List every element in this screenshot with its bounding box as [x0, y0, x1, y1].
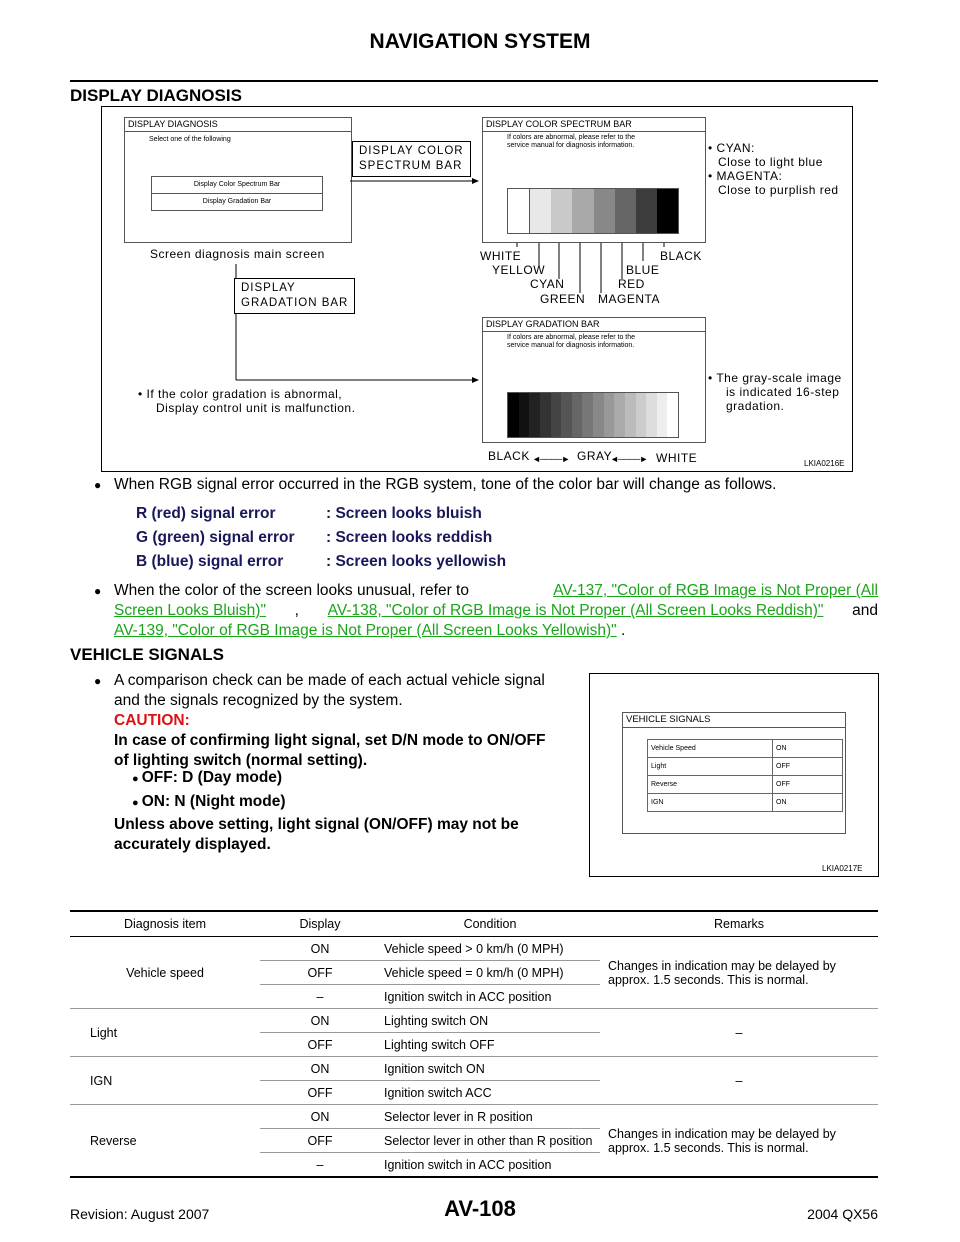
signal-row-red	[136, 505, 636, 529]
figure-id-217: LKIA0217E	[822, 864, 863, 873]
gradation-step	[604, 393, 615, 437]
label-blue: BLUE	[626, 263, 660, 277]
note-magenta-desc: Close to purplish red	[718, 183, 839, 197]
remarks-vehicle-speed	[600, 937, 878, 1009]
diagnosis-table	[70, 910, 878, 1178]
caution-text	[114, 731, 545, 771]
section-heading-display-diagnosis: DISPLAY DIAGNOSIS	[70, 86, 242, 105]
section-heading-vehicle-signals: VEHICLE SIGNALS	[70, 645, 224, 664]
vs-row	[648, 758, 843, 776]
item-light: Light	[70, 1009, 260, 1057]
display-cell: –	[260, 1153, 380, 1178]
link-av-139[interactable]: AV-139, "Color of RGB Image is Not Proper (All Screen Looks Yellowish)"	[114, 622, 617, 639]
vehicle-signals-screen	[622, 712, 846, 834]
label-white: WHITE	[480, 249, 522, 263]
header-condition: Condition	[463, 917, 517, 931]
spectrum-button-line-2: SPECTRUM BAR	[359, 160, 463, 172]
note-cyan: • CYAN:	[708, 141, 755, 155]
gradation-step	[657, 393, 668, 437]
condition-cell: Ignition switch in ACC position	[380, 1153, 600, 1178]
link-av-138[interactable]: AV-138, "Color of RGB Image is Not Proper (All Screen Looks Reddish)"	[327, 602, 824, 619]
gradation-step	[593, 393, 604, 437]
gradation-note-left	[138, 387, 355, 415]
gradation-right-line-2: is indicated 16-step	[726, 385, 840, 399]
remarks-reverse	[600, 1105, 878, 1178]
condition-cell: Ignition switch ON	[380, 1057, 600, 1081]
gradation-step	[519, 393, 530, 437]
signal-row-green	[136, 529, 636, 553]
bullet-icon: ●	[94, 478, 102, 492]
gradation-button-line-2: GRADATION BAR	[241, 297, 349, 309]
caution-label: CAUTION:	[114, 712, 190, 729]
signal-row-blue	[136, 553, 636, 577]
gradation-step	[582, 393, 593, 437]
gradation-left-line-2: Display control unit is malfunction.	[156, 401, 356, 415]
link-av-137-cont[interactable]: Screen Looks Bluish)"	[114, 602, 266, 619]
main-screen-title: DISPLAY DIAGNOSIS	[125, 118, 351, 132]
vs-row-value: ON	[773, 794, 843, 812]
spectrum-screen	[482, 117, 706, 243]
signal-name-blue: B (blue) signal error	[136, 553, 284, 570]
display-cell: OFF	[260, 1081, 380, 1105]
unusual-sep-1: ,	[294, 602, 299, 619]
gradation-step	[551, 393, 562, 437]
unusual-sep-2: and	[852, 602, 878, 619]
unusual-color-bullet	[94, 581, 878, 641]
gradation-axis-gray: GRAY	[577, 449, 613, 463]
vs-row	[648, 776, 843, 794]
gradation-step	[625, 393, 636, 437]
color-spectrum-bar	[507, 188, 679, 234]
signal-result-red: : Screen looks bluish	[326, 505, 482, 522]
header-rule	[70, 80, 878, 82]
gradation-step	[572, 393, 583, 437]
remarks-ign: –	[600, 1057, 878, 1105]
spectrum-bar-button	[352, 141, 471, 177]
spectrum-screen-note	[507, 134, 635, 150]
vs-row-value: ON	[773, 740, 843, 758]
spectrum-swatch-magenta	[594, 189, 615, 233]
item-reverse: Reverse	[70, 1105, 260, 1178]
vs-row	[648, 794, 843, 812]
spectrum-swatch-white	[508, 189, 530, 233]
vs-row-label: Vehicle Speed	[648, 740, 773, 758]
gradation-right-line-1: • The gray-scale image	[708, 371, 842, 385]
footer-page-number: AV-108	[444, 1196, 516, 1221]
vehicle-signals-screen-table	[647, 739, 843, 812]
table-row	[70, 937, 878, 961]
figure-id-216: LKIA0216E	[804, 459, 845, 468]
gradation-button-line-1: DISPLAY	[241, 282, 296, 294]
table-header-row	[70, 911, 878, 937]
gradation-right-line-3: gradation.	[726, 399, 785, 413]
display-cell: OFF	[260, 1129, 380, 1153]
spectrum-button-line-1: DISPLAY COLOR	[359, 145, 464, 157]
spectrum-note-line-2: service manual for diagnosis information.	[507, 142, 635, 149]
gradation-bar-button	[234, 278, 355, 314]
vs-row	[648, 740, 843, 758]
note-cyan-desc: Close to light blue	[718, 155, 823, 169]
vs-row-label: Light	[648, 758, 773, 776]
vehicle-signals-figure	[589, 673, 879, 877]
bullet-icon: ●	[94, 674, 102, 688]
vs-row-label: IGN	[648, 794, 773, 812]
note-magenta: • MAGENTA:	[708, 169, 783, 183]
footer-revision: Revision: August 2007	[70, 1206, 210, 1222]
condition-cell: Vehicle speed = 0 km/h (0 MPH)	[380, 961, 600, 985]
gradation-axis-white: WHITE	[656, 451, 698, 465]
spectrum-note-line-1: If colors are abnormal, please refer to the	[507, 134, 636, 141]
label-red: RED	[618, 277, 645, 291]
unusual-prefix: When the color of the screen looks unusual, refer to	[114, 582, 469, 599]
caution-line-1: In case of confirming light signal, set D/N mode to ON/OFF	[114, 732, 546, 749]
mode-on	[132, 792, 286, 813]
unusual-line-3	[114, 621, 878, 641]
display-diagnosis-figure	[101, 106, 853, 472]
footer-model: 2004 QX56	[807, 1206, 878, 1222]
main-screen-caption: Screen diagnosis main screen	[150, 247, 325, 261]
accuracy-line-2: accurately displayed.	[114, 836, 271, 853]
rgb-error-bullet	[94, 475, 884, 495]
item-vehicle-speed: Vehicle speed	[70, 937, 260, 1009]
condition-cell: Lighting switch ON	[380, 1009, 600, 1033]
rgb-error-text: When RGB signal error occurred in the RGB system, tone of the color bar will change as follows.	[114, 476, 777, 493]
signal-result-green: : Screen looks reddish	[326, 529, 493, 546]
display-cell: ON	[260, 1009, 380, 1033]
bullet-icon: ●	[94, 584, 102, 598]
spectrum-screen-title: DISPLAY COLOR SPECTRUM BAR	[483, 118, 705, 132]
header-diagnosis-item: Diagnosis item	[124, 917, 206, 931]
gradation-step	[667, 393, 678, 437]
spectrum-swatch-red	[615, 189, 636, 233]
main-screen-prompt: Select one of the following	[149, 136, 231, 143]
unusual-line-2	[114, 601, 878, 621]
vs-row-value: OFF	[773, 776, 843, 794]
gradation-step	[614, 393, 625, 437]
spectrum-notes	[708, 141, 839, 197]
display-cell: ON	[260, 1057, 380, 1081]
gradation-bar	[507, 392, 679, 438]
vehicle-bullet-line-1: A comparison check can be made of each actual vehicle signal	[114, 672, 545, 689]
spectrum-swatch-black	[657, 189, 678, 233]
item-ign: IGN	[70, 1057, 260, 1105]
gradation-step	[646, 393, 657, 437]
condition-cell: Lighting switch OFF	[380, 1033, 600, 1057]
bullet-icon: ●	[132, 797, 142, 809]
table-row	[70, 1009, 878, 1033]
gradation-step	[529, 393, 540, 437]
gradation-axis-black: BLACK	[488, 449, 530, 463]
arrow-left-1: ◄────►	[532, 454, 570, 464]
gradation-step	[508, 393, 519, 437]
link-av-137[interactable]: AV-137, "Color of RGB Image is Not Proper (All	[553, 582, 878, 599]
gradation-note-line-1: If colors are abnormal, please refer to the	[507, 334, 636, 341]
arrow-left-2: ◄────►	[610, 454, 648, 464]
condition-cell: Vehicle speed > 0 km/h (0 MPH)	[380, 937, 600, 961]
vs-row-label: Reverse	[648, 776, 773, 794]
mode-off-text: OFF: D (Day mode)	[141, 769, 283, 786]
gradation-step	[540, 393, 551, 437]
bullet-icon: ●	[132, 773, 142, 785]
gradation-left-line-1: • If the color gradation is abnormal,	[138, 387, 343, 401]
remarks-light: –	[600, 1009, 878, 1057]
remark-line-2: approx. 1.5 seconds. This is normal.	[608, 1140, 809, 1155]
vs-row-value: OFF	[773, 758, 843, 776]
menu-item-spectrum[interactable]: Display Color Spectrum Bar	[152, 177, 322, 194]
gradation-step	[561, 393, 572, 437]
gradation-screen-note	[507, 334, 635, 350]
label-magenta: MAGENTA	[598, 292, 660, 306]
mode-off	[132, 768, 282, 789]
gradation-screen	[482, 317, 706, 443]
signal-name-red: R (red) signal error	[136, 505, 276, 522]
condition-cell: Ignition switch ACC	[380, 1081, 600, 1105]
accuracy-line-1: Unless above setting, light signal (ON/OFF) may not be	[114, 816, 519, 833]
spectrum-swatch-green	[572, 189, 593, 233]
table-row	[70, 1105, 878, 1129]
unusual-end: .	[620, 622, 626, 639]
label-cyan: CYAN	[530, 277, 565, 291]
label-yellow: YELLOW	[492, 263, 546, 277]
page-title: NAVIGATION SYSTEM	[369, 30, 591, 53]
unusual-line-1	[114, 581, 878, 601]
vehicle-bullet-line-2: and the signals recognized by the system.	[114, 692, 403, 709]
header-display: Display	[299, 917, 341, 931]
menu-item-gradation[interactable]: Display Gradation Bar	[202, 198, 272, 205]
display-cell: –	[260, 985, 380, 1009]
mode-on-text: ON: N (Night mode)	[141, 793, 286, 810]
header-remarks: Remarks	[713, 917, 764, 931]
vehicle-signals-bullet	[94, 671, 580, 711]
rgb-signal-list	[136, 505, 636, 577]
caution-line-2: of lighting switch (normal setting).	[114, 752, 368, 769]
gradation-note-right	[708, 371, 842, 413]
display-cell: OFF	[260, 1033, 380, 1057]
gradation-step	[636, 393, 647, 437]
remark-line-1: Changes in indication may be delayed by	[608, 1126, 836, 1141]
diagnosis-table-wrap	[70, 910, 878, 1178]
display-cell: ON	[260, 1105, 380, 1129]
accuracy-note	[114, 815, 580, 855]
display-cell: OFF	[260, 961, 380, 985]
spectrum-swatch-blue	[636, 189, 657, 233]
spectrum-swatch-yellow	[530, 189, 551, 233]
remark-line-2: approx. 1.5 seconds. This is normal.	[608, 972, 809, 987]
spectrum-swatch-cyan	[551, 189, 572, 233]
vehicle-signals-screen-title: VEHICLE SIGNALS	[623, 713, 845, 728]
table-row	[70, 1057, 878, 1081]
remark-line-1: Changes in indication may be delayed by	[608, 958, 836, 973]
condition-cell: Ignition switch in ACC position	[380, 985, 600, 1009]
display-cell: ON	[260, 937, 380, 961]
signal-result-blue: : Screen looks yellowish	[326, 553, 507, 570]
gradation-note-line-2: service manual for diagnosis information.	[507, 342, 635, 349]
condition-cell: Selector lever in other than R position	[380, 1129, 600, 1153]
gradation-screen-title: DISPLAY GRADATION BAR	[483, 318, 705, 332]
signal-name-green: G (green) signal error	[136, 529, 295, 546]
condition-cell: Selector lever in R position	[380, 1105, 600, 1129]
label-green: GREEN	[540, 292, 586, 306]
label-black: BLACK	[660, 249, 702, 263]
